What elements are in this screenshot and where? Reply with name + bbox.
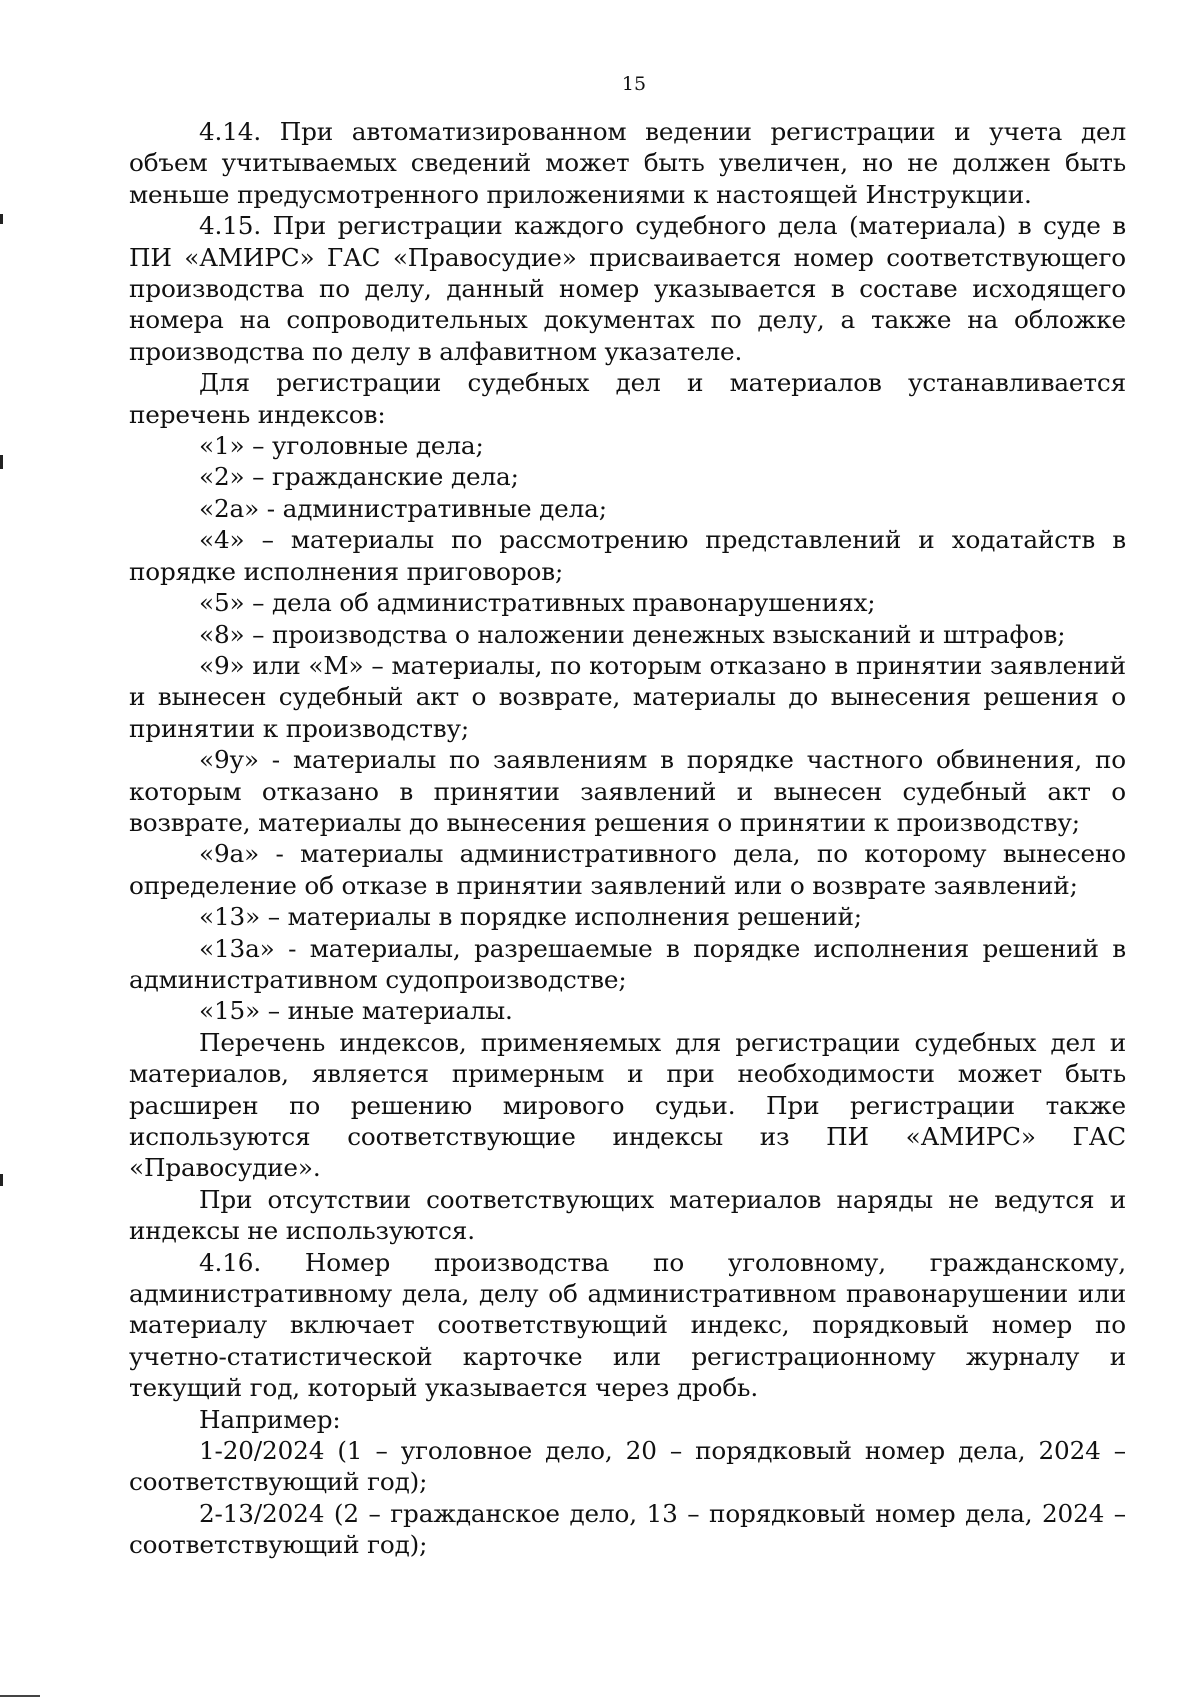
- scan-edge-mark: [0, 1174, 3, 1186]
- list-item-index-9: «9» или «М» – материалы, по которым отказано в принятии заявлений и вынесен судебный акт о возврате, материалы до вынесения решения о принятии к производству;: [129, 650, 1126, 743]
- page-number: 15: [621, 73, 647, 95]
- list-item-index-13: «13» – материалы в порядке исполнения решений;: [199, 902, 862, 932]
- scan-edge-mark: [0, 1695, 40, 1697]
- example-criminal-case: 1-20/2024 (1 – уголовное дело, 20 – порядковый номер дела, 2024 – соответствующий год);: [129, 1436, 1126, 1497]
- list-item-index-2a: «2а» - административные дела;: [199, 493, 607, 523]
- paragraph-no-materials: При отсутствии соответствующих материалов наряды не ведутся и индексы не используются.: [129, 1184, 1126, 1246]
- list-item-index-1: «1» – уголовные дела;: [199, 431, 484, 461]
- scan-edge-mark: [0, 214, 3, 224]
- scan-edge-mark: [0, 455, 3, 469]
- paragraph-4-15: 4.15. При регистрации каждого судебного дела (материала) в суде в ПИ «АМИРС» ГАС «Правосудие» присваивается номер соответствующего производства по делу, данный номер указывается в составе исходящего номера на сопроводительных документах по делу, а также на обложке производства по делу в алфавитном указателе.: [129, 211, 1126, 366]
- example-civil-case: 2-13/2024 (2 – гражданское дело, 13 – порядковый номер дела, 2024 – соответствующий год);: [129, 1498, 1126, 1560]
- paragraph-4-14: 4.14. При автоматизированном ведении регистрации и учета дел объем учитываемых сведений может быть увеличен, но не должен быть меньше предусмотренного приложениями к настоящей Инструкции.: [129, 117, 1126, 209]
- paragraph-index-intro: Для регистрации судебных дел и материалов устанавливается перечень индексов:: [129, 368, 1126, 429]
- list-item-index-5: «5» – дела об административных правонарушениях;: [199, 588, 876, 618]
- list-item-index-15: «15» – иные материалы.: [199, 996, 513, 1026]
- paragraph-index-note: Перечень индексов, применяемых для регистрации судебных дел и материалов, является примерным и при необходимости может быть расширен по решению мирового судьи. При регистрации также используются соответствующие индексы из ПИ «АМИРС» ГАС «Правосудие».: [129, 1027, 1126, 1183]
- list-item-index-9u: «9у» - материалы по заявлениям в порядке частного обвинения, по которым отказано в принятии заявлений и вынесен судебный акт о возврате, материалы до вынесения решения о принятии к производству;: [129, 745, 1126, 837]
- list-item-index-4: «4» – материалы по рассмотрению представлений и ходатайств в порядке исполнения приговоров;: [129, 525, 1126, 586]
- document-body: [129, 116, 1126, 1561]
- paragraph-example-label: Например:: [199, 1404, 341, 1434]
- list-item-index-13a: «13а» - материалы, разрешаемые в порядке исполнения решений в административном судопроизводстве;: [129, 933, 1126, 994]
- list-item-index-9a: «9а» - материалы административного дела, по которому вынесено определение об отказе в принятии заявлений или о возврате заявлений;: [129, 839, 1126, 900]
- list-item-index-8: «8» – производства о наложении денежных взысканий и штрафов;: [199, 619, 1066, 649]
- paragraph-4-16: 4.16. Номер производства по уголовному, гражданскому, административному дела, делу об административном правонарушении или материалу включает соответствующий индекс, порядковый номер по учетно-статистической карточке или регистрационному журналу и текущий год, который указывается через дробь.: [129, 1247, 1126, 1403]
- list-item-index-2: «2» – гражданские дела;: [199, 462, 519, 492]
